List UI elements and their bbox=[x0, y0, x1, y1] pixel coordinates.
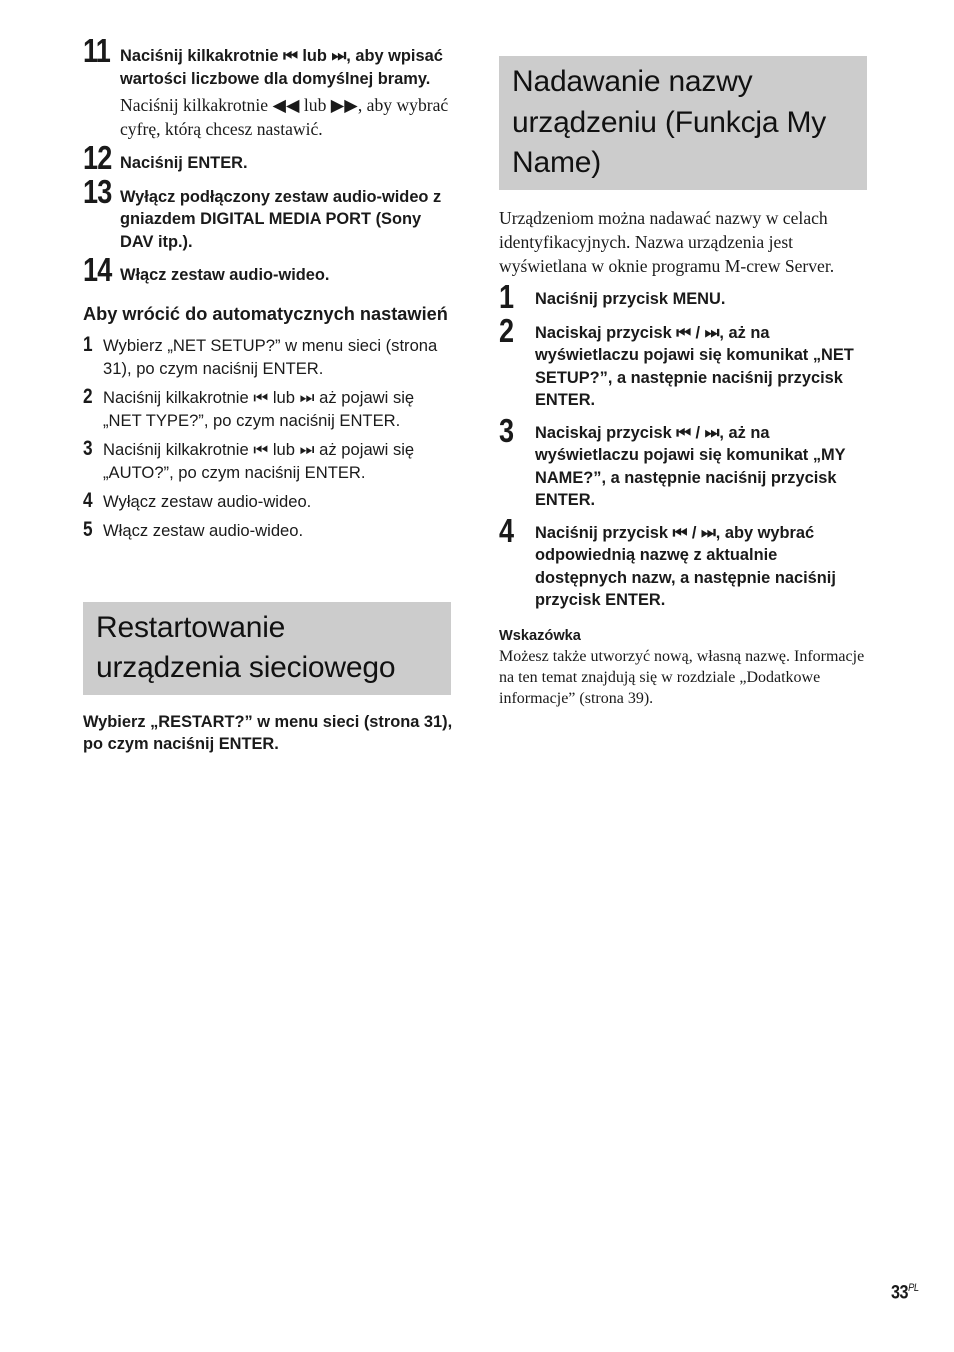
step-description: Naciśnij kilkakrotnie ◀◀ lub ▶▶, aby wybrać cyfrę, którą chcesz nastawić. bbox=[120, 95, 449, 139]
right-column bbox=[499, 56, 867, 709]
step-title: Wyłącz podłączony zestaw audio-wideo z gniazdem DIGITAL MEDIA PORT (Sony DAV itp.). bbox=[120, 187, 442, 251]
reset-step-number: 2 bbox=[83, 384, 93, 408]
step-title: Naciskaj przycisk ⏮ / ⏭, aż na wyświetlaczu pojawi się komunikat „MY NAME?”, a następnie naciśnij przycisk ENTER. bbox=[535, 423, 846, 509]
my-name-intro: Urządzeniom można nadawać nazwy w celach identyfikacyjnych. Nazwa urządzenia jest wyświetlana w oknie programu M-crew Server. bbox=[499, 207, 835, 276]
reset-step-4 bbox=[83, 490, 455, 513]
step-title: Naciskaj przycisk ⏮ / ⏭, aż na wyświetlaczu pojawi się komunikat „NET SETUP?”, a następnie naciśnij przycisk ENTER. bbox=[535, 323, 854, 409]
reset-step-5 bbox=[83, 519, 455, 542]
reset-step-text: Wyłącz zestaw audio-wideo. bbox=[103, 491, 312, 511]
reset-step-number: 1 bbox=[83, 332, 93, 356]
step-14 bbox=[83, 251, 455, 288]
reset-step-text: Naciśnij kilkakrotnie ⏮ lub ⏭ aż pojawi się „AUTO?”, po czym naciśnij ENTER. bbox=[103, 439, 415, 482]
reset-step-text: Naciśnij kilkakrotnie ⏮ lub ⏭ aż pojawi się „NET TYPE?”, po czym naciśnij ENTER. bbox=[103, 387, 415, 430]
step-number: 11 bbox=[83, 32, 110, 69]
step-11 bbox=[83, 32, 455, 90]
step-title: Włącz zestaw audio-wideo. bbox=[120, 266, 330, 284]
my-name-step-1 bbox=[499, 277, 867, 315]
hint-text: Możesz także utworzyć nową, własną nazwę. Informacje na ten temat znajdują się w rozdziale „Dodatkowe informacje” (strona 39). bbox=[499, 647, 865, 707]
step-number: 3 bbox=[499, 411, 514, 449]
page-language-suffix: PL bbox=[908, 1282, 919, 1294]
step-12 bbox=[83, 139, 455, 176]
step-title: Naciśnij kilkakrotnie ⏮ lub ⏭, aby wpisać wartości liczbowe dla domyślnej bramy. bbox=[120, 47, 443, 88]
step-number: 12 bbox=[83, 139, 112, 176]
step-title: Naciśnij ENTER. bbox=[120, 154, 248, 172]
reset-heading: Aby wrócić do automatycznych nastawień bbox=[83, 303, 448, 324]
reset-step-3 bbox=[83, 438, 455, 484]
step-number: 1 bbox=[499, 277, 514, 315]
my-name-step-4 bbox=[499, 511, 867, 612]
restart-section-title: Restartowanie urządzenia sieciowego bbox=[83, 602, 451, 695]
restart-instruction: Wybierz „RESTART?” w menu sieci (strona 31), po czym naciśnij ENTER. bbox=[83, 712, 453, 753]
hint-label: Wskazówka bbox=[499, 627, 581, 644]
reset-step-1 bbox=[83, 334, 455, 380]
left-column bbox=[83, 32, 455, 756]
step-number: 4 bbox=[499, 511, 514, 549]
reset-step-number: 5 bbox=[83, 517, 93, 541]
step-title: Naciśnij przycisk ⏮ / ⏭, aby wybrać odpowiednią nazwę z aktualnie dostępnych nazw, a następnie naciśnij przycisk ENTER. bbox=[535, 523, 836, 609]
reset-step-text: Wybierz „NET SETUP?” w menu sieci (strona 31), po czym naciśnij ENTER. bbox=[103, 335, 438, 378]
reset-step-2 bbox=[83, 386, 455, 432]
page-number-value: 33 bbox=[891, 1282, 909, 1304]
step-number: 13 bbox=[83, 172, 112, 210]
step-number: 14 bbox=[83, 251, 112, 288]
reset-step-text: Włącz zestaw audio-wideo. bbox=[103, 520, 304, 540]
my-name-section-title: Nadawanie nazwy urządzeniu (Funkcja My Name) bbox=[499, 56, 867, 190]
reset-step-number: 3 bbox=[83, 436, 93, 460]
step-title: Naciśnij przycisk MENU. bbox=[535, 289, 726, 308]
step-number: 2 bbox=[499, 311, 514, 349]
my-name-step-3 bbox=[499, 411, 867, 512]
reset-step-number: 4 bbox=[83, 488, 93, 512]
my-name-step-2 bbox=[499, 311, 867, 412]
step-13 bbox=[83, 172, 455, 254]
page-number bbox=[891, 1282, 919, 1304]
